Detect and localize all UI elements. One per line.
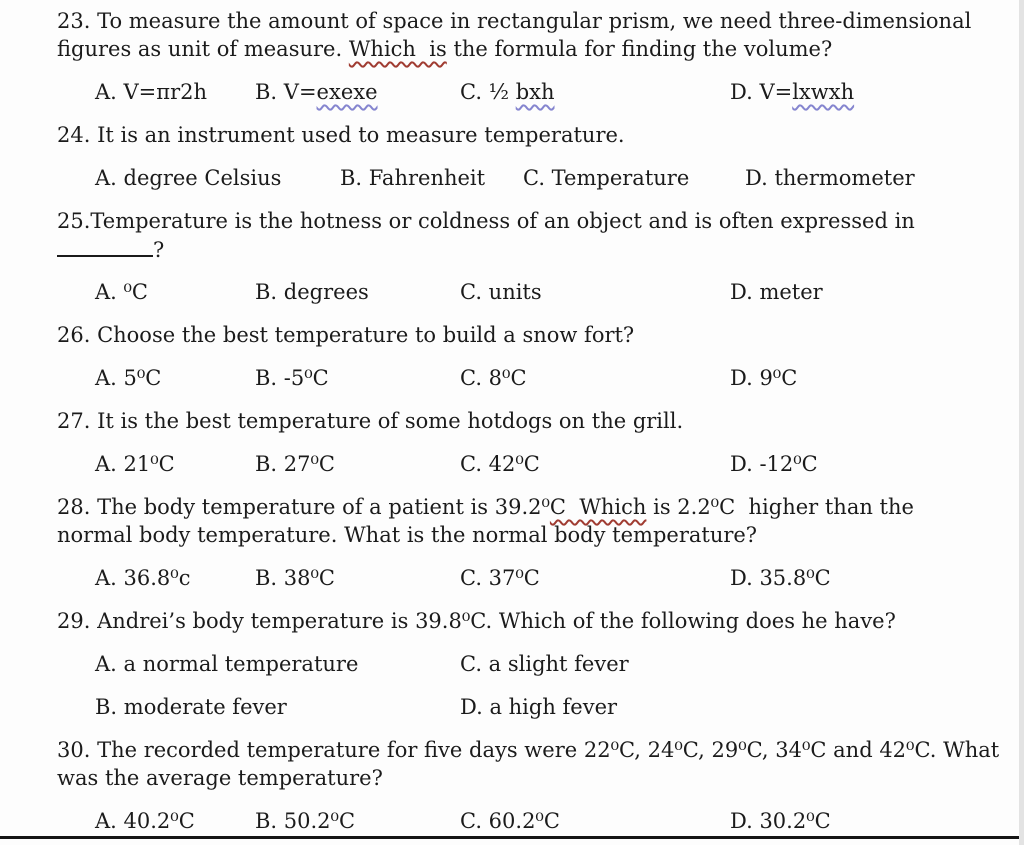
question-28-text xyxy=(57,493,1010,549)
question-23-line2 xyxy=(57,35,1010,63)
question-24 xyxy=(57,121,1010,192)
question-30-line1 xyxy=(57,736,1010,764)
question-25-options xyxy=(95,278,1010,306)
option-26-c: C. 8⁰C xyxy=(460,366,527,390)
question-30-line1-text: 30. The recorded temperature for five days were 22⁰C, 24⁰C, 29⁰C, 34⁰C and 42⁰C. What xyxy=(57,738,1000,762)
option-23-d-text: D. V= xyxy=(730,80,793,104)
option-24-b: B. Fahrenheit xyxy=(340,166,486,190)
question-23-line1 xyxy=(57,7,1010,35)
question-26-options xyxy=(95,364,1010,392)
question-23-line2-pre: figures as unit of measure. xyxy=(57,37,349,61)
question-25 xyxy=(57,207,1010,306)
question-25-line1 xyxy=(57,207,1010,235)
answer-blank xyxy=(57,235,153,257)
option-23-c xyxy=(460,78,730,106)
page-right-edge-shadow xyxy=(1019,0,1024,845)
option-24-c: C. Temperature xyxy=(523,166,690,190)
question-24-text xyxy=(57,121,1010,149)
option-27-d: D. -12⁰C xyxy=(730,452,818,476)
option-23-d xyxy=(730,78,1010,106)
question-27 xyxy=(57,407,1010,478)
question-28-line1 xyxy=(57,493,1010,521)
option-23-a-text: A. V=πr2h xyxy=(95,80,208,104)
question-28-line2-text: normal body temperature. What is the normal body temperature? xyxy=(57,523,758,547)
question-25-line1-text: 25.Temperature is the hotness or coldness of an object and is often expressed in xyxy=(57,209,915,233)
option-25-b: B. degrees xyxy=(255,280,369,304)
question-28-line1-pre: 28. The body temperature of a patient is 39.2⁰ xyxy=(57,495,550,519)
option-30-d: D. 30.2⁰C xyxy=(730,809,831,833)
option-24-d: D. thermometer xyxy=(745,166,915,190)
question-23-line2-post: the formula for finding the volume? xyxy=(446,37,833,61)
option-28-c: C. 37⁰C xyxy=(460,566,540,590)
question-28-line1-post: is 2.2⁰C higher than the xyxy=(646,495,914,519)
question-27-text-content: 27. It is the best temperature of some hotdogs on the grill. xyxy=(57,409,684,433)
option-23-c-grammar-flagged-text: bxh xyxy=(515,80,555,104)
option-23-b xyxy=(255,78,460,106)
question-27-text xyxy=(57,407,1010,435)
option-29-a: A. a normal temperature xyxy=(95,652,359,676)
option-29-c: C. a slight fever xyxy=(460,652,629,676)
option-25-d: D. meter xyxy=(730,280,823,304)
option-30-c: C. 60.2⁰C xyxy=(460,809,560,833)
question-26 xyxy=(57,321,1010,392)
option-30-a: A. 40.2⁰C xyxy=(95,809,195,833)
option-29-b: B. moderate fever xyxy=(95,695,287,719)
question-24-options xyxy=(95,164,1010,192)
question-29-options-row2 xyxy=(95,693,1010,721)
question-29-text xyxy=(57,607,1010,635)
question-29-text-content: 29. Andrei’s body temperature is 39.8⁰C. Which of the following does he have? xyxy=(57,609,896,633)
question-28-options xyxy=(95,564,1010,592)
question-23 xyxy=(57,7,1010,106)
question-30-line2 xyxy=(57,764,1010,792)
question-30-options xyxy=(95,807,1010,835)
question-30 xyxy=(57,736,1010,835)
question-23-line1-text: 23. To measure the amount of space in rectangular prism, we need three-dimensional xyxy=(57,9,972,33)
option-29-d: D. a high fever xyxy=(460,695,618,719)
option-23-b-text: B. V= xyxy=(255,80,317,104)
option-23-b-grammar-flagged-text: exexe xyxy=(316,80,378,104)
question-26-text-content: 26. Choose the best temperature to build a snow fort? xyxy=(57,323,635,347)
question-28 xyxy=(57,493,1010,592)
question-23-options xyxy=(95,78,1010,106)
question-25-text xyxy=(57,207,1010,263)
question-28-spellcheck-flagged-text: C Which xyxy=(549,495,647,519)
question-26-text xyxy=(57,321,1010,349)
option-24-a: A. degree Celsius xyxy=(95,166,282,190)
question-27-options xyxy=(95,450,1010,478)
option-23-c-text: C. ½ xyxy=(460,80,516,104)
option-26-d: D. 9⁰C xyxy=(730,366,798,390)
question-23-text xyxy=(57,7,1010,63)
question-25-line2 xyxy=(57,235,1010,263)
question-23-spellcheck-flagged-text: Which is xyxy=(348,37,447,61)
question-30-text xyxy=(57,736,1010,792)
option-27-c: C. 42⁰C xyxy=(460,452,540,476)
question-28-line2 xyxy=(57,521,1010,549)
option-23-a xyxy=(95,78,255,106)
option-25-a: A. ⁰C xyxy=(95,280,149,304)
option-28-b: B. 38⁰C xyxy=(255,566,335,590)
question-24-text-content: 24. It is an instrument used to measure temperature. xyxy=(57,123,625,147)
option-26-a: A. 5⁰C xyxy=(95,366,162,390)
option-30-b: B. 50.2⁰C xyxy=(255,809,356,833)
question-29-options-row1 xyxy=(95,650,1010,678)
option-28-a: A. 36.8⁰c xyxy=(95,566,191,590)
option-27-a: A. 21⁰C xyxy=(95,452,175,476)
question-30-line2-text: was the average temperature? xyxy=(57,766,383,790)
option-25-c: C. units xyxy=(460,280,542,304)
question-29 xyxy=(57,607,1010,721)
option-28-d: D. 35.8⁰C xyxy=(730,566,831,590)
option-23-d-grammar-flagged-text: lxwxh xyxy=(792,80,855,104)
question-25-blank-suffix: ? xyxy=(153,238,165,262)
page-bottom-border xyxy=(0,836,1024,839)
option-26-b: B. -5⁰C xyxy=(255,366,329,390)
option-27-b: B. 27⁰C xyxy=(255,452,335,476)
